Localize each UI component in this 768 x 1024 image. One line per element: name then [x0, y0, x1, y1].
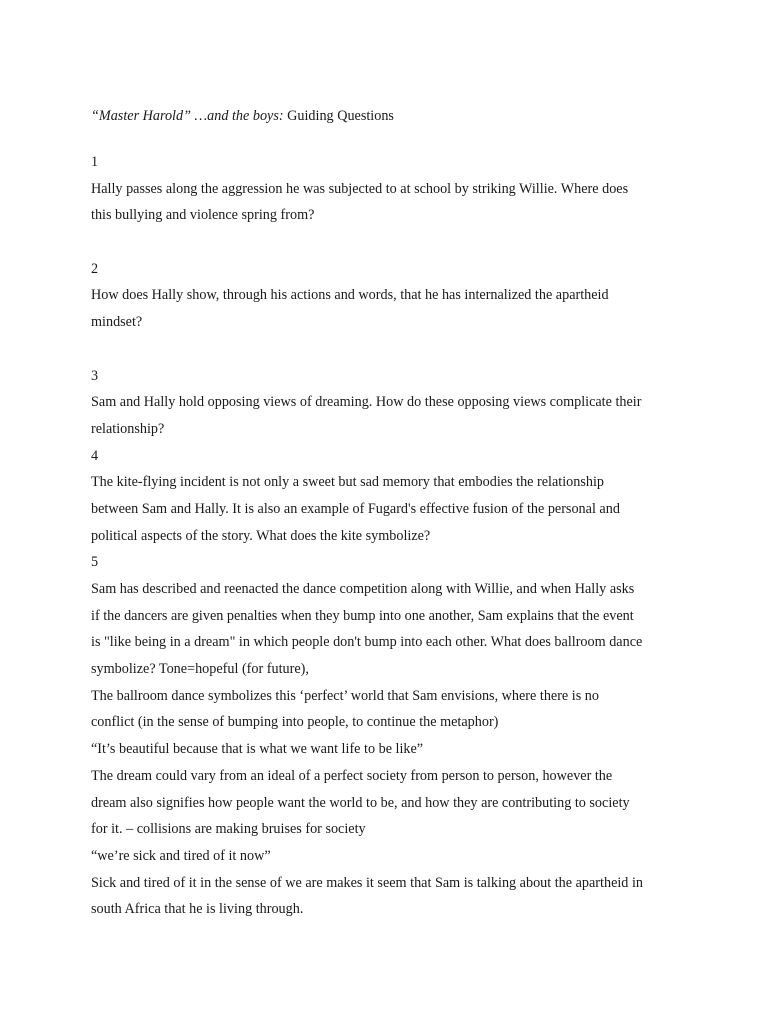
text-line: is "like being in a dream" in which people don't bump into each other. What does ballroom dance: [91, 634, 643, 651]
text-line: this bullying and violence spring from?: [91, 207, 315, 224]
text-line: mindset?: [91, 314, 143, 331]
text-line: The ballroom dance symbolizes this ‘perfect’ world that Sam envisions, where there is no: [91, 687, 599, 704]
text-line: symbolize? Tone=hopeful (for future),: [91, 661, 309, 678]
title-italic: “Master Harold” …and the boys:: [91, 108, 284, 124]
text-line: 1: [91, 154, 99, 170]
document-body: [91, 149, 691, 923]
text-line: 2: [91, 260, 99, 277]
text-line: Sick and tired of it in the sense of we are makes it seem that Sam is talking about the apartheid in: [91, 874, 643, 891]
text-line: relationship?: [91, 420, 165, 437]
text-line: Sam has described and reenacted the dance competition along with Willie, and when Hally asks: [91, 581, 635, 597]
text-line: The dream could vary from an ideal of a perfect society from person to person, however the: [91, 767, 613, 784]
text-line: political aspects of the story. What does the kite symbolize?: [91, 527, 431, 544]
blank-line: [91, 229, 691, 256]
text-line: conflict (in the sense of bumping into people, to continue the metaphor): [91, 714, 499, 731]
text-line: between Sam and Hally. It is also an example of Fugard's effective fusion of the personal and: [91, 500, 620, 517]
text-line: 5: [91, 554, 99, 571]
text-line: 3: [91, 367, 99, 384]
title-plain: Guiding Questions: [283, 108, 394, 124]
blank-line: [91, 336, 691, 363]
text-line: The kite-flying incident is not only a sweet but sad memory that embodies the relationship: [91, 474, 605, 491]
text-line: Sam and Hally hold opposing views of dreaming. How do these opposing views complicate their: [91, 394, 642, 411]
text-line: “we’re sick and tired of it now”: [91, 847, 271, 864]
text-line: How does Hally show, through his actions and words, that he has internalized the apartheid: [91, 287, 609, 304]
text-line: dream also signifies how people want the world to be, and how they are contributing to society: [91, 794, 630, 811]
text-line: south Africa that he is living through.: [91, 901, 304, 918]
text-line: “It’s beautiful because that is what we want life to be like”: [91, 741, 424, 758]
text-line: Hally passes along the aggression he was subjected to at school by striking Willie. Where does: [91, 180, 629, 197]
text-line: 4: [91, 447, 99, 464]
document-page: [91, 104, 691, 923]
text-line: if the dancers are given penalties when they bump into one another, Sam explains that the event: [91, 607, 634, 624]
text-line: for it. – collisions are making bruises for society: [91, 821, 366, 838]
document-title: [91, 104, 691, 128]
